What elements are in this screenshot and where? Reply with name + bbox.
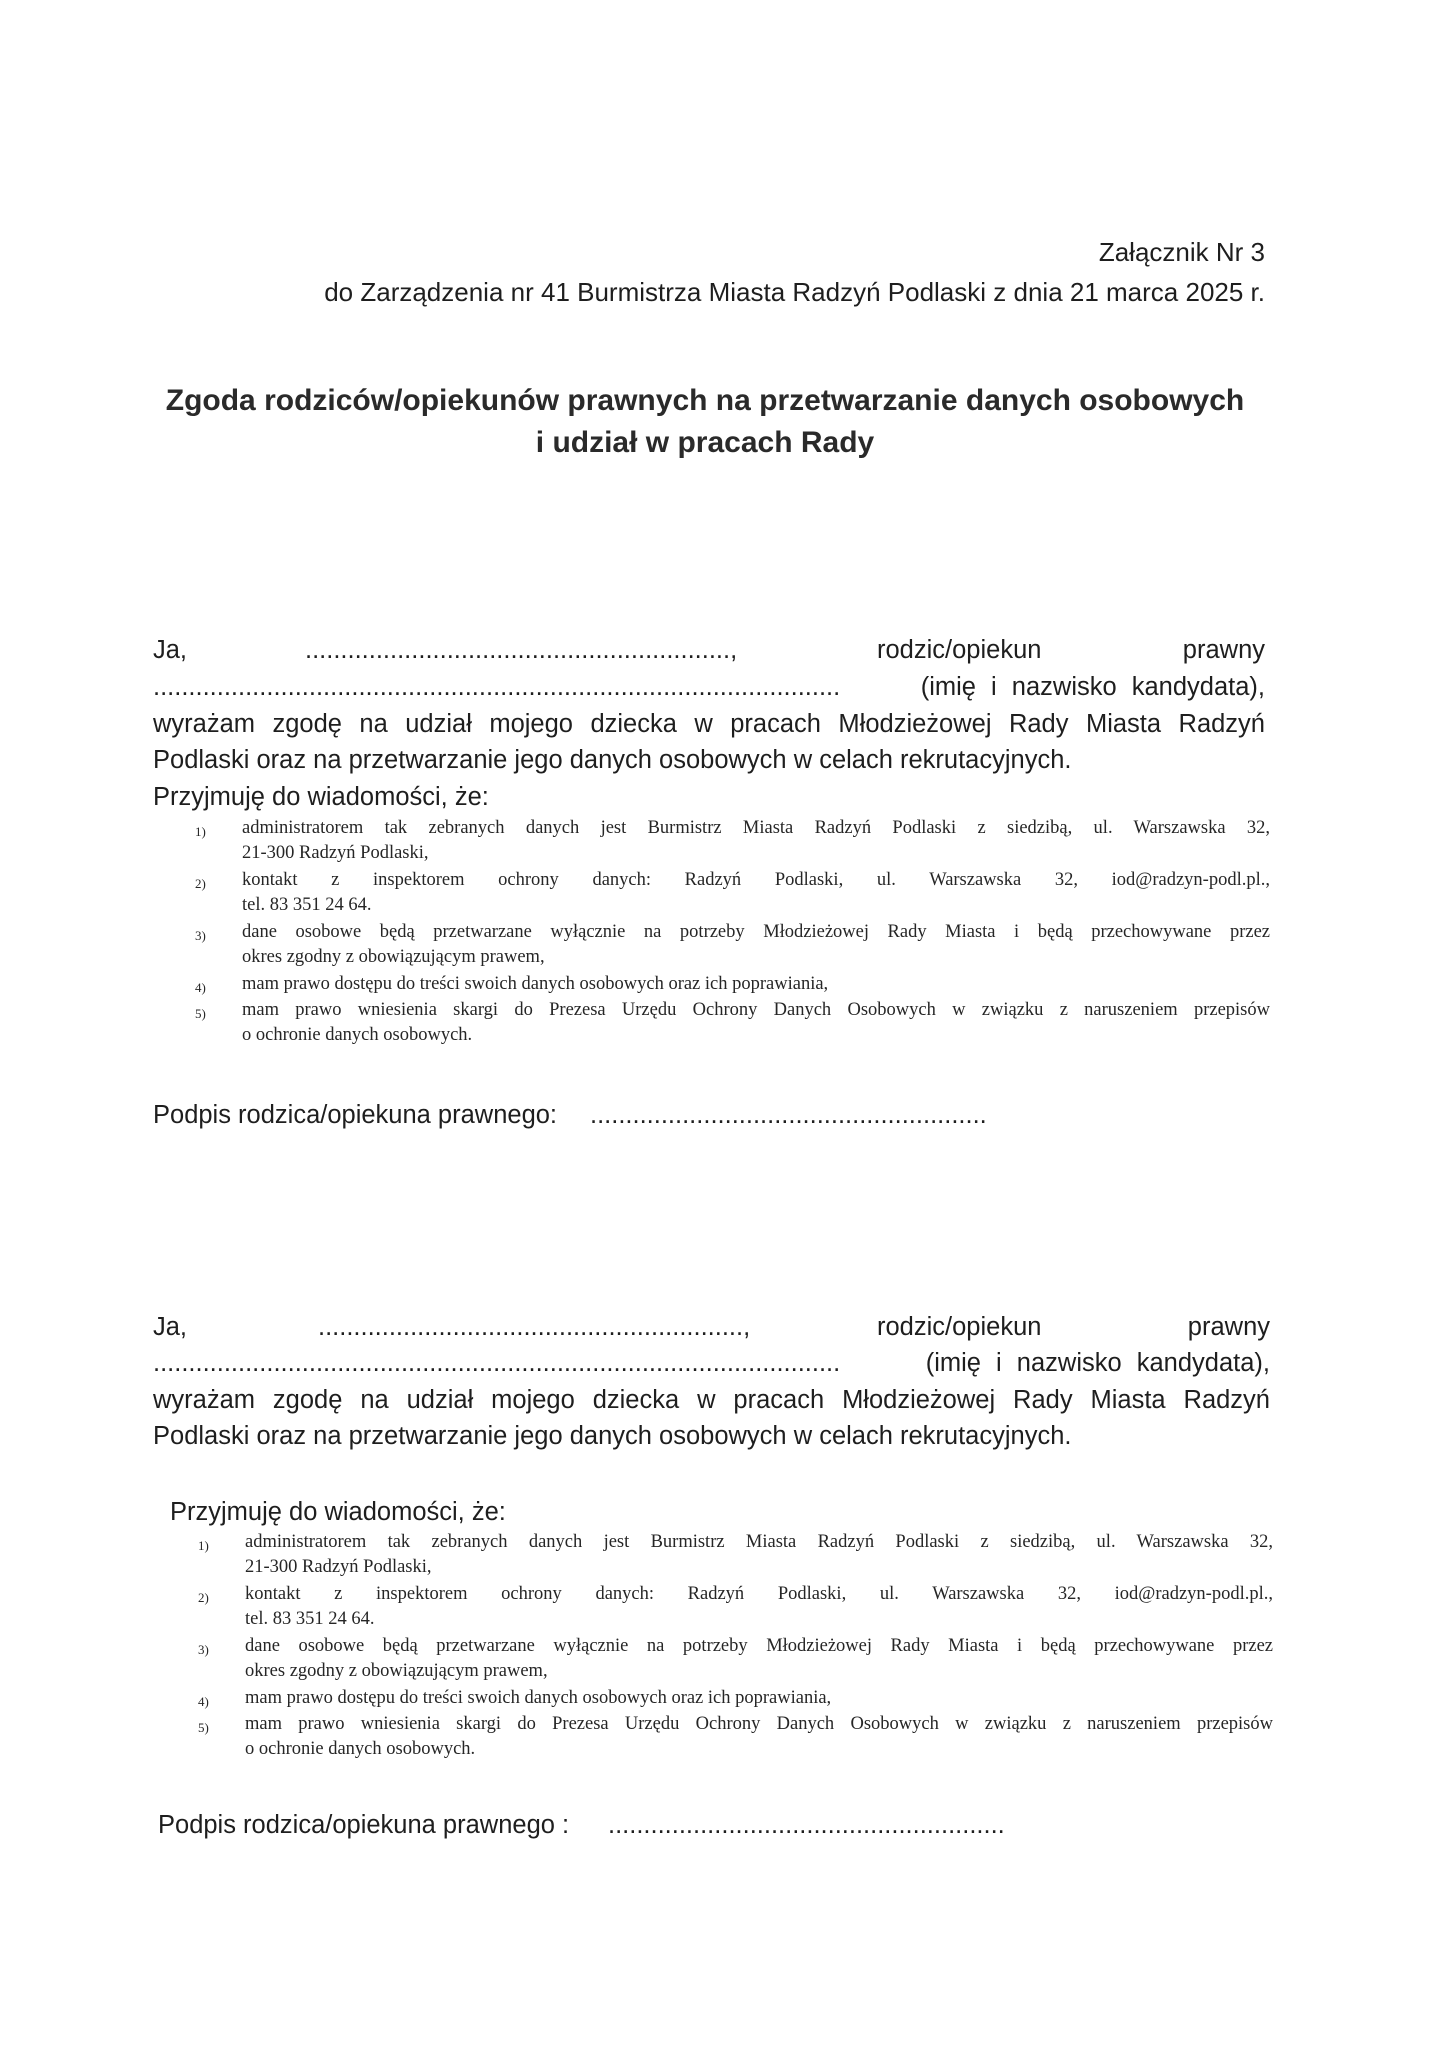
list-item-line-2: tel. 83 351 24 64. <box>245 1609 375 1629</box>
role-label-2: prawny <box>1187 1313 1270 1341</box>
list-number: 4) <box>198 1694 209 1709</box>
annex-number: Załącznik Nr 3 <box>1098 237 1265 267</box>
parent-name-field[interactable]: ............................................................, <box>305 636 738 664</box>
signature-label: Podpis rodzica/opiekuna prawnego : <box>158 1811 570 1839</box>
parent-name-field[interactable]: ............................................................, <box>318 1313 751 1341</box>
list-number: 2) <box>198 1590 209 1605</box>
list-item-line-2: okres zgodny z obowiązującym prawem, <box>245 1661 548 1681</box>
signature-field[interactable]: ........................................................ <box>590 1101 987 1129</box>
information-list <box>195 816 1270 1056</box>
list-number: 2) <box>195 876 206 891</box>
list-item-line-2: 21-300 Radzyń Podlaski, <box>245 1557 432 1577</box>
ja-label: Ja, <box>153 636 188 664</box>
list-item-line-1: administratorem tak zebranych danych jest Burmistrz Miasta Radzyń Podlaski z siedzibą, ul. Warszawska 32, <box>245 1532 1273 1552</box>
list-number: 1) <box>198 1538 209 1553</box>
consent-text-line-1: wyrażam zgodę na udział mojego dziecka w pracach Młodzieżowej Rady Miasta Radzyń <box>153 1386 1270 1414</box>
title-line-2: i udział w pracach Rady <box>535 426 875 459</box>
list-item-line-1: kontakt z inspektorem ochrony danych: Radzyń Podlaski, ul. Warszawska 32, iod@radzyn-podl.pl., <box>245 1584 1273 1604</box>
list-item-line-1: mam prawo wniesienia skargi do Prezesa Urzędu Ochrony Danych Osobowych w związku z naruszeniem przepisów <box>242 1000 1270 1020</box>
candidate-name-field[interactable]: ................................................................................................. <box>153 673 841 701</box>
list-number: 3) <box>198 1642 209 1657</box>
list-item-line-2: o ochronie danych osobowych. <box>245 1739 476 1759</box>
list-item-line-2: tel. 83 351 24 64. <box>242 895 372 915</box>
list-item-line-1: kontakt z inspektorem ochrony danych: Radzyń Podlaski, ul. Warszawska 32, iod@radzyn-podl.pl., <box>242 870 1270 890</box>
role-label-1: rodzic/opiekun <box>877 1313 1042 1341</box>
list-item-line-1: mam prawo wniesienia skargi do Prezesa Urzędu Ochrony Danych Osobowych w związku z naruszeniem przepisów <box>245 1714 1273 1734</box>
list-item-line-2: o ochronie danych osobowych. <box>242 1025 473 1045</box>
candidate-name-label: (imię i nazwisko kandydata), <box>920 673 1265 701</box>
signature-field[interactable]: ........................................................ <box>608 1811 1005 1839</box>
title-line-1: Zgoda rodziców/opiekunów prawnych na przetwarzanie danych osobowych <box>165 384 1245 417</box>
list-item-line-1: dane osobowe będą przetwarzane wyłącznie na potrzeby Młodzieżowej Rady Miasta i będą przechowywane przez <box>245 1636 1273 1656</box>
candidate-name-field[interactable]: ................................................................................................. <box>153 1349 841 1377</box>
consent-text-line-2: Podlaski oraz na przetwarzanie jego danych osobowych w celach rekrutacyjnych. <box>153 1422 1072 1450</box>
consent-text-line-2: Podlaski oraz na przetwarzanie jego danych osobowych w celach rekrutacyjnych. <box>153 746 1072 774</box>
role-label-2: prawny <box>1182 636 1265 664</box>
list-number: 4) <box>195 980 206 995</box>
consent-text-line-1: wyrażam zgodę na udział mojego dziecka w pracach Młodzieżowej Rady Miasta Radzyń <box>153 710 1265 738</box>
information-list <box>198 1530 1273 1770</box>
list-number: 3) <box>195 928 206 943</box>
list-number: 5) <box>198 1720 209 1735</box>
acknowledgement-heading: Przyjmuję do wiadomości, że: <box>170 1498 506 1526</box>
candidate-name-label: (imię i nazwisko kandydata), <box>925 1349 1270 1377</box>
list-item-line-2: okres zgodny z obowiązującym prawem, <box>242 947 545 967</box>
list-number: 1) <box>195 824 206 839</box>
signature-label: Podpis rodzica/opiekuna prawnego: <box>153 1101 558 1129</box>
list-number: 5) <box>195 1006 206 1021</box>
list-item-line-1: administratorem tak zebranych danych jest Burmistrz Miasta Radzyń Podlaski z siedzibą, ul. Warszawska 32, <box>242 818 1270 838</box>
document-title <box>140 380 1270 464</box>
acknowledgement-heading: Przyjmuję do wiadomości, że: <box>153 783 489 811</box>
list-item-line-1: mam prawo dostępu do treści swoich danych osobowych oraz ich poprawiania, <box>242 974 829 994</box>
ja-label: Ja, <box>153 1313 188 1341</box>
list-item-line-2: 21-300 Radzyń Podlaski, <box>242 843 429 863</box>
role-label-1: rodzic/opiekun <box>877 636 1042 664</box>
list-item-line-1: dane osobowe będą przetwarzane wyłącznie na potrzeby Młodzieżowej Rady Miasta i będą przechowywane przez <box>242 922 1270 942</box>
annex-reference: do Zarządzenia nr 41 Burmistrza Miasta Radzyń Podlaski z dnia 21 marca 2025 r. <box>324 277 1265 307</box>
list-item-line-1: mam prawo dostępu do treści swoich danych osobowych oraz ich poprawiania, <box>245 1688 832 1708</box>
